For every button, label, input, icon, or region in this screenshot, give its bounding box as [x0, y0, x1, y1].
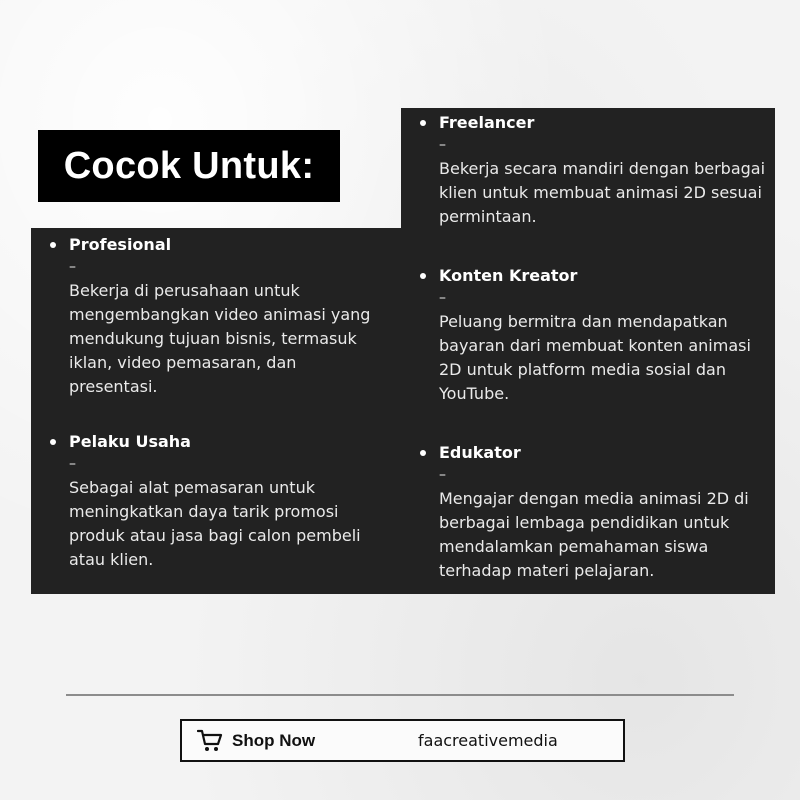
item-description: Mengajar dengan media animasi 2D di berbagai lembaga pendidikan untuk mendalamkan pemahaman siswa terhadap materi pelajaran.: [439, 489, 749, 580]
item-dash: –: [439, 137, 446, 153]
item-title: Konten Kreator: [439, 266, 578, 285]
bullet-icon: [420, 120, 426, 126]
item-description: Bekerja secara mandiri dengan berbagai klien untuk membuat animasi 2D sesuai permintaan.: [439, 159, 766, 226]
item-title: Freelancer: [439, 113, 535, 132]
item-title: Pelaku Usaha: [69, 432, 191, 451]
shop-now-label: Shop Now: [232, 731, 316, 750]
item-dash: –: [69, 456, 76, 472]
bullet-icon: [50, 242, 56, 248]
list-item-konten-kreator: [439, 266, 769, 406]
list-item-profesional: [69, 235, 389, 399]
item-dash: –: [69, 259, 76, 275]
list-item-freelancer: [439, 113, 769, 229]
item-dash: –: [439, 467, 446, 483]
list-item-pelaku-usaha: [69, 432, 394, 572]
item-title: Profesional: [69, 235, 172, 254]
brand-name: faacreativemedia: [418, 731, 558, 750]
item-description: Bekerja di perusahaan untuk mengembangkan video animasi yang mendukung tujuan bisnis, termasuk iklan, video pemasaran, dan presentasi.: [69, 281, 371, 396]
shopping-cart-icon: [197, 729, 223, 753]
item-description: Sebagai alat pemasaran untuk meningkatkan daya tarik promosi produk atau jasa bagi calon pembeli atau klien.: [69, 478, 361, 569]
bullet-icon: [420, 273, 426, 279]
item-description: Peluang bermitra dan mendapatkan bayaran dari membuat konten animasi 2D untuk platform media sosial dan YouTube.: [439, 312, 751, 403]
shop-now-button[interactable]: [180, 719, 625, 762]
bullet-icon: [420, 450, 426, 456]
bullet-icon: [50, 439, 56, 445]
page-title: Cocok Untuk:: [38, 130, 340, 202]
item-dash: –: [439, 290, 446, 306]
list-item-edukator: [439, 443, 769, 583]
divider: [66, 694, 734, 696]
item-title: Edukator: [439, 443, 521, 462]
